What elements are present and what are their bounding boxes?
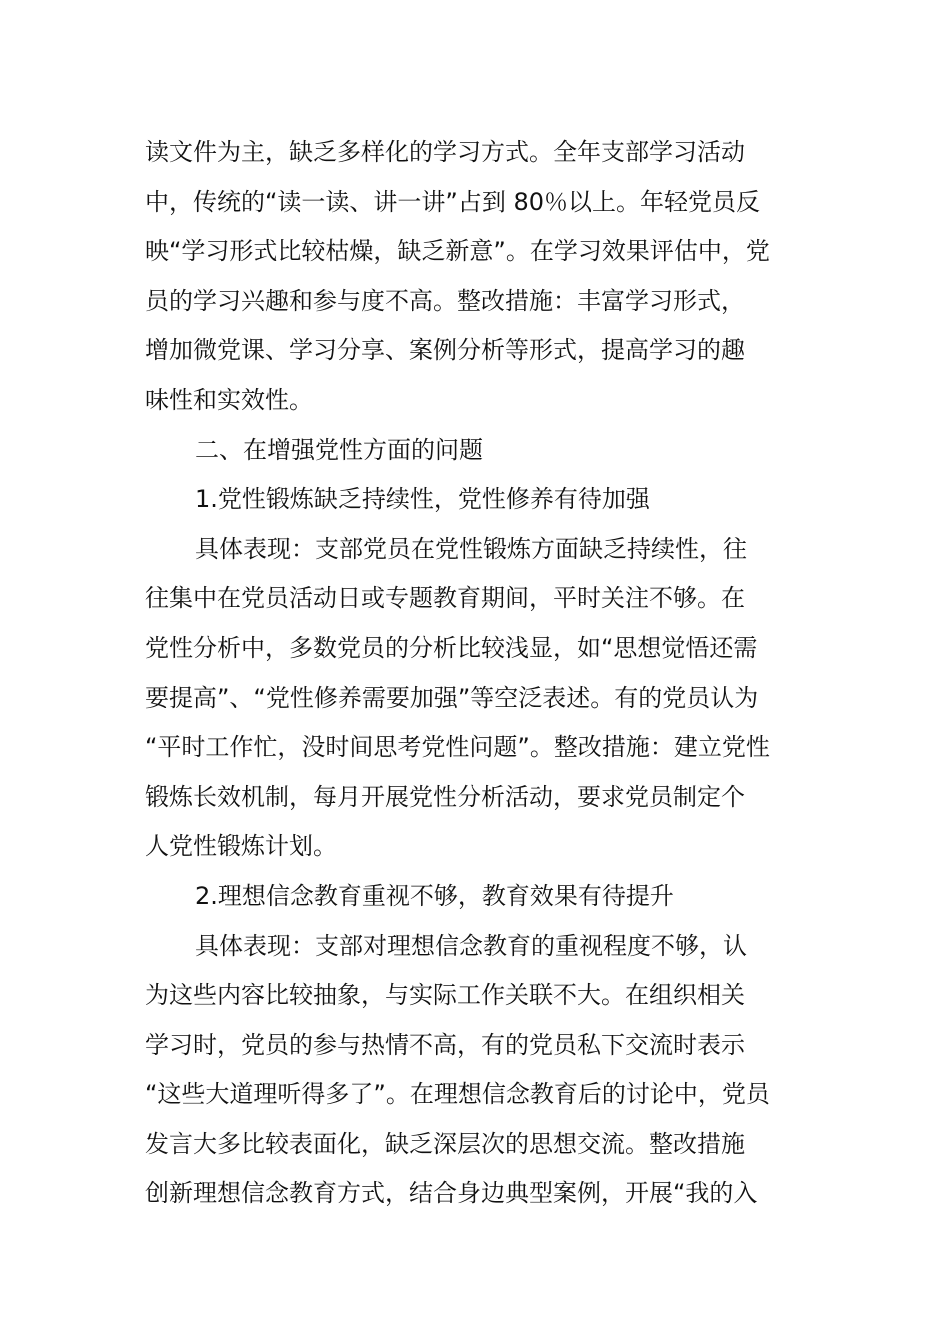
paragraph-start-line: 具体表现：支部对理想信念教育的重视程度不够，认: [195, 931, 747, 960]
paragraph-start-line: 具体表现：支部党员在党性锻炼方面缺乏持续性，往: [195, 534, 747, 563]
document-body: [145, 128, 810, 1219]
text-line: 学习时，党员的参与热情不高，有的党员私下交流时表示: [145, 1030, 745, 1059]
text-line: 中，传统的“读一读、讲一讲”占到 80％以上。年轻党员反: [145, 187, 761, 216]
text-line: 党性分析中，多数党员的分析比较浅显，如“思想觉悟还需: [145, 633, 758, 662]
text-line: 映“学习形式比较枯燥，缺乏新意”。在学习效果评估中，党: [145, 237, 770, 266]
text-line: 味性和实效性。: [145, 385, 313, 414]
text-line: 创新理想信念教育方式，结合身边典型案例，开展“我的入: [145, 1179, 758, 1208]
text-line: 人党性锻炼计划。: [145, 832, 337, 861]
section-heading: 二、在增强党性方面的问题: [195, 435, 483, 464]
text-line: 读文件为主，缺乏多样化的学习方式。全年支部学习活动: [145, 138, 745, 166]
subsection-heading: 2.理想信念教育重视不够，教育效果有待提升: [195, 881, 674, 910]
text-line: “平时工作忙，没时间思考党性问题”。整改措施：建立党性: [145, 733, 770, 762]
text-line: 发言大多比较表面化，缺乏深层次的思想交流。整改措施: [145, 1129, 745, 1158]
text-line: 增加微党课、学习分享、案例分析等形式，提高学习的趣: [145, 336, 745, 365]
text-line: 员的学习兴趣和参与度不高。整改措施：丰富学习形式，: [145, 286, 745, 315]
text-line: 锻炼长效机制，每月开展党性分析活动，要求党员制定个: [145, 782, 745, 811]
text-line: 为这些内容比较抽象，与实际工作关联不大。在组织相关: [145, 981, 745, 1010]
text-line: 往集中在党员活动日或专题教育期间，平时关注不够。在: [145, 584, 745, 613]
text-line: “这些大道理听得多了”。在理想信念教育后的讨论中，党员: [145, 1080, 770, 1109]
subsection-heading: 1.党性锻炼缺乏持续性，党性修养有待加强: [195, 485, 650, 514]
text-line: 要提高”、“党性修养需要加强”等空泛表述。有的党员认为: [145, 683, 759, 712]
